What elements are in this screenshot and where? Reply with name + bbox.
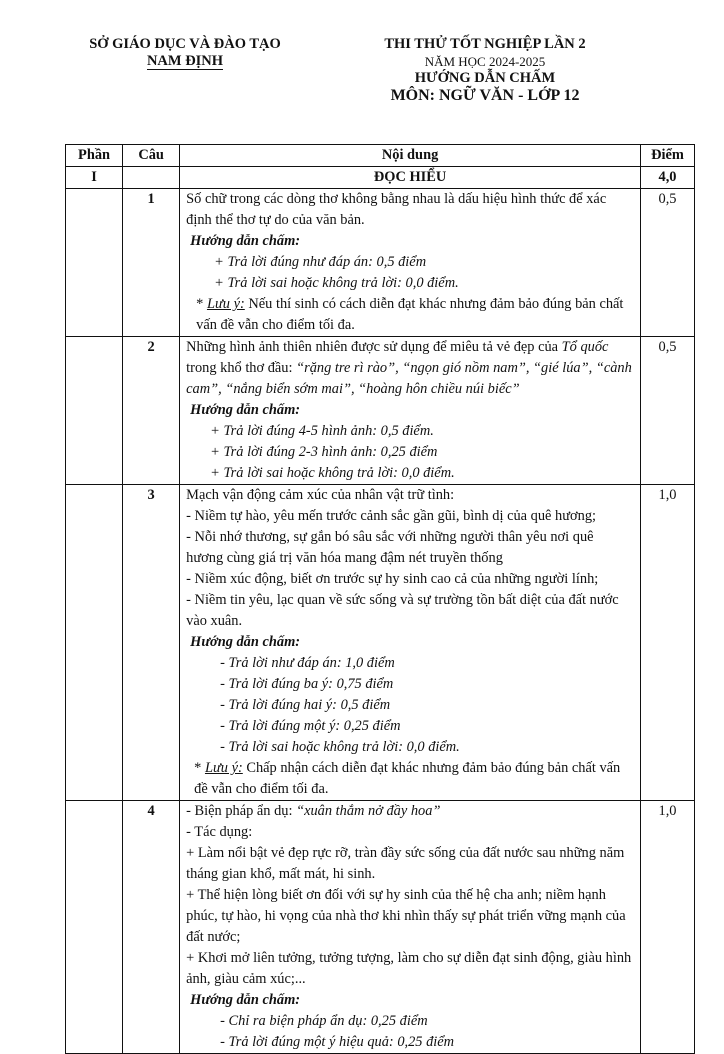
col-header-phan: Phần bbox=[66, 145, 123, 167]
question-content bbox=[180, 485, 641, 801]
header-right bbox=[320, 36, 650, 104]
grading-guide-label: Hướng dẫn chấm: bbox=[190, 634, 301, 650]
answer-text bbox=[186, 337, 634, 400]
question-score: 0,5 bbox=[641, 189, 695, 337]
grading-table bbox=[65, 144, 695, 1054]
answer-text: Số chữ trong các dòng thơ không bằng nhau là dấu hiệu hình thức để xác định thể thơ tự do của văn bản. bbox=[186, 191, 607, 228]
col-header-diem: Điểm bbox=[641, 145, 695, 167]
note-label: Lưu ý: bbox=[206, 296, 245, 312]
question-number: 3 bbox=[123, 485, 180, 801]
answer-point: - Niềm xúc động, biết ơn trước sự hy sinh cao cả của những người lính; bbox=[186, 571, 599, 587]
empty-cell bbox=[66, 485, 123, 801]
guide-item: + Trả lời sai hoặc không trả lời: 0,0 điểm. bbox=[210, 465, 455, 481]
grading-guide-label: Hướng dẫn chấm: bbox=[190, 233, 301, 249]
question-row-4 bbox=[66, 801, 695, 1054]
answer-point: - Niềm tự hào, yêu mến trước cảnh sắc gần gũi, bình dị của quê hương; bbox=[186, 508, 597, 524]
header-left bbox=[70, 36, 300, 70]
question-row-3 bbox=[66, 485, 695, 801]
question-number: 4 bbox=[123, 801, 180, 1054]
answer-line: + Khơi mở liên tưởng, tưởng tượng, làm cho sự diễn đạt sinh động, giàu hình ảnh, giàu cảm xúc;... bbox=[186, 950, 632, 987]
question-content bbox=[180, 337, 641, 485]
department-name: SỞ GIÁO DỤC VÀ ĐÀO TẠO bbox=[89, 36, 281, 52]
question-content bbox=[180, 801, 641, 1054]
guide-item: + Trả lời đúng 2-3 hình ảnh: 0,25 điểm bbox=[210, 444, 438, 460]
empty-cell bbox=[123, 167, 180, 189]
answer-line bbox=[186, 801, 634, 822]
section-score: 4,0 bbox=[641, 167, 695, 189]
guide-item: - Trả lời sai hoặc không trả lời: 0,0 điểm. bbox=[220, 739, 460, 755]
guide-item: - Trả lời đúng một ý hiệu quả: 0,25 điểm bbox=[220, 1034, 455, 1050]
guide-item: - Trả lời như đáp án: 1,0 điểm bbox=[220, 655, 395, 671]
question-score: 0,5 bbox=[641, 337, 695, 485]
col-header-noi-dung: Nội dung bbox=[180, 145, 641, 167]
subject-title: MÔN: NGỮ VĂN - LỚP 12 bbox=[390, 87, 580, 104]
note-text: Chấp nhận cách diễn đạt khác nhưng đảm bảo đúng bản chất vấn đề vẫn cho điểm tối đa. bbox=[194, 760, 621, 797]
document-type: HƯỚNG DẪN CHẤM bbox=[414, 70, 556, 86]
question-number: 2 bbox=[123, 337, 180, 485]
note bbox=[186, 294, 634, 336]
answer-line: + Thể hiện lòng biết ơn đối với sự hy sinh của thế hệ cha anh; niềm hạnh phúc, tự hào, hi vọng của nhà thơ khi nhìn thấy sự phát triển vững mạnh của đất nước; bbox=[186, 887, 626, 945]
answer-point: - Nỗi nhớ thương, sự gắn bó sâu sắc với những người thân yêu nơi quê hương cùng giá trị văn hóa mang đậm nét truyền thống bbox=[186, 529, 594, 566]
table-header-row bbox=[66, 145, 695, 167]
question-score: 1,0 bbox=[641, 485, 695, 801]
empty-cell bbox=[66, 801, 123, 1054]
guide-item: + Trả lời đúng 4-5 hình ảnh: 0,5 điểm. bbox=[210, 423, 434, 439]
grading-guide-label: Hướng dẫn chấm: bbox=[190, 992, 301, 1008]
guide-item: - Trả lời đúng ba ý: 0,75 điểm bbox=[220, 676, 394, 692]
answer-part: - Biện pháp ẩn dụ: bbox=[186, 803, 297, 819]
grading-guide-label: Hướng dẫn chấm: bbox=[190, 402, 301, 418]
answer-part: trong khổ thơ đầu: bbox=[186, 360, 297, 376]
section-title: ĐỌC HIỂU bbox=[180, 167, 641, 189]
answer-line: - Tác dụng: bbox=[186, 824, 253, 840]
section-row bbox=[66, 167, 695, 189]
empty-cell bbox=[66, 337, 123, 485]
note bbox=[186, 758, 634, 800]
answer-part: “rặng tre rì rào”, “ngọn gió nồm nam”, “gié lúa”, “cành cam”, “nắng biển sớm mai”, “hoàng hôn chiều núi biếc” bbox=[186, 360, 632, 397]
answer-part: “xuân thắm nở đầy hoa” bbox=[296, 803, 441, 819]
province-name: NAM ĐỊNH bbox=[146, 53, 224, 69]
answer-intro: Mạch vận động cảm xúc của nhân vật trữ tình: bbox=[186, 487, 455, 503]
note-text: Nếu thí sinh có cách diễn đạt khác nhưng đảm bảo đúng bản chất vấn đề vẫn cho điểm tối đa. bbox=[196, 296, 624, 333]
question-row-1 bbox=[66, 189, 695, 337]
guide-item: + Trả lời đúng như đáp án: 0,5 điểm bbox=[214, 254, 427, 270]
question-score: 1,0 bbox=[641, 801, 695, 1054]
answer-line: + Làm nổi bật vẻ đẹp rực rỡ, tràn đầy sức sống của đất nước sau những năm tháng gian khổ, mất mát, hi sinh. bbox=[186, 845, 625, 882]
school-year: NĂM HỌC 2024-2025 bbox=[424, 54, 546, 69]
guide-item: - Trả lời đúng hai ý: 0,5 điểm bbox=[220, 697, 391, 713]
answer-part: Những hình ảnh thiên nhiên được sử dụng để miêu tả vẻ đẹp của bbox=[186, 339, 562, 355]
question-number: 1 bbox=[123, 189, 180, 337]
guide-item: - Trả lời đúng một ý: 0,25 điểm bbox=[220, 718, 401, 734]
answer-part: Tổ quốc bbox=[561, 339, 609, 355]
note-prefix: * bbox=[196, 296, 207, 312]
answer-point: - Niềm tin yêu, lạc quan về sức sống và sự trường tồn bất diệt của đất nước vào xuân. bbox=[186, 592, 619, 629]
empty-cell bbox=[66, 189, 123, 337]
guide-item: + Trả lời sai hoặc không trả lời: 0,0 điểm. bbox=[214, 275, 459, 291]
guide-item: - Chỉ ra biện pháp ẩn dụ: 0,25 điểm bbox=[220, 1013, 428, 1029]
exam-title: THI THỬ TỐT NGHIỆP LẦN 2 bbox=[384, 36, 586, 52]
question-row-2 bbox=[66, 337, 695, 485]
note-prefix: * bbox=[194, 760, 205, 776]
col-header-cau: Câu bbox=[123, 145, 180, 167]
section-number: I bbox=[66, 167, 123, 189]
question-content bbox=[180, 189, 641, 337]
note-label: Lưu ý: bbox=[204, 760, 243, 776]
